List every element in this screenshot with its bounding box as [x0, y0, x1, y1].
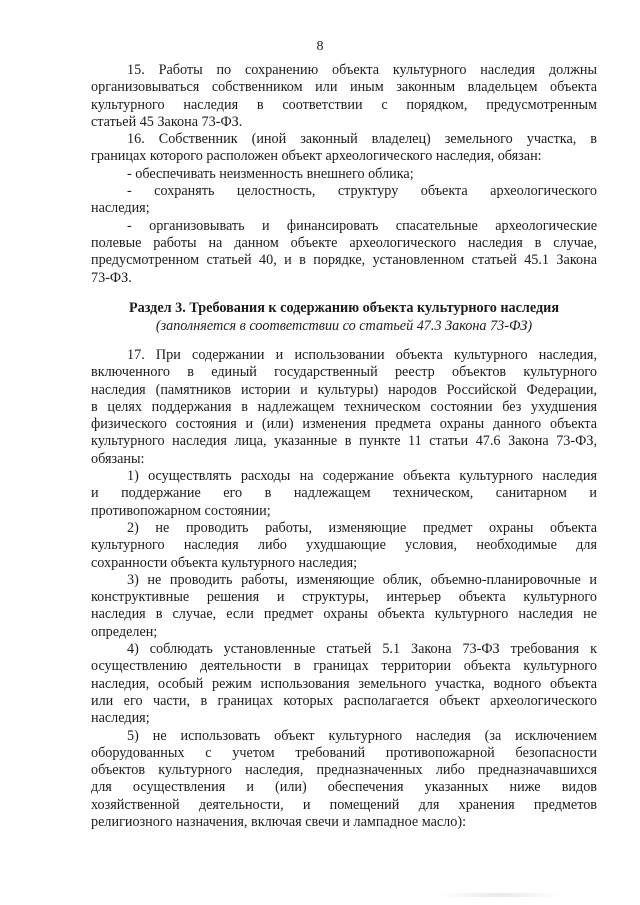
text-line: организовываться собственником или иным законным владельцем объекта — [91, 79, 597, 96]
text-line: наследия, особый режим использования земельного участка, водного объекта — [91, 675, 597, 692]
paragraphs-15-16 — [91, 62, 597, 287]
text-line: статьей 45 Закона 73-ФЗ. — [91, 113, 243, 130]
text-line: 16. Собственник (иной законный владелец) земельного участка, в — [127, 131, 597, 148]
text-line: наследия; — [91, 710, 150, 727]
text-line: культурного наследия лица, указанные в пункте 11 статьи 47.6 Закона 73-ФЗ, — [91, 433, 597, 450]
text-line: религиозного назначения, включая свечи и лампадное масло): — [91, 814, 467, 831]
text-line: 4) соблюдать установленные статьей 5.1 Закона 73-ФЗ требования к — [127, 641, 597, 658]
text-line: наследия в случае, если предмет охраны объекта культурного наследия не — [91, 606, 597, 623]
text-line: - сохранять целостность, структуру объекта археологического — [127, 183, 597, 200]
text-line: физического состояния и (или) изменения предмета охраны данного объекта — [91, 416, 597, 433]
text-line: хозяйственной деятельности, и помещений для хранения предметов — [91, 796, 597, 813]
text-line: обязаны: — [91, 450, 145, 467]
text-line: объектов культурного наследия, предназначенных либо предназначавшихся — [91, 762, 597, 779]
text-line: противопожарном состоянии; — [91, 502, 271, 519]
text-line: 15. Работы по сохранению объекта культурного наследия должны — [127, 62, 597, 78]
text-line: - организовывать и финансировать спасательные археологические — [127, 217, 597, 234]
text-line: - обеспечивать неизменность внешнего облика; — [127, 165, 414, 182]
text-line: конструктивные решения и структуры, интерьер объекта культурного — [91, 589, 597, 606]
text-line: и поддержание его в надлежащем техническом, санитарном и — [91, 485, 597, 502]
text-line: или его части, в границах которых располагается объект археологического — [91, 692, 597, 709]
scan-artifact — [440, 893, 560, 897]
section-subtitle: (заполняется в соответствии со статьей 47.3 Закона 73-ФЗ) — [155, 318, 533, 334]
text-line: 3) не проводить работы, изменяющие облик, объемно-планировочные и — [127, 571, 597, 588]
text-line: полевые работы на данном объекте археологического наследия в случае, — [91, 234, 597, 251]
text-line: осуществлению деятельности в границах территории объекта культурного — [91, 658, 597, 675]
text-line: определен; — [91, 623, 158, 640]
text-line: предусмотренном статьей 40, и в порядке, установленном статьей 45.1 Закона — [91, 252, 597, 269]
text-line: 1) осуществлять расходы на содержание объекта культурного наследия — [127, 468, 597, 485]
text-line: 73-ФЗ. — [91, 269, 132, 286]
text-line: 17. При содержании и использовании объекта культурного наследия, — [127, 347, 597, 363]
text-line: для осуществления и (или) обеспечения указанных ниже видов — [91, 779, 597, 796]
text-line: оборудованных с учетом требований противопожарной безопасности — [91, 744, 597, 761]
text-line: культурного наследия либо ухудшающие условия, необходимые для — [91, 537, 597, 554]
paragraph-17 — [91, 347, 597, 831]
text-line: 5) не использовать объект культурного наследия (за исключением — [127, 727, 597, 744]
text-line: культурного наследия в соответствии с порядком, предусмотренным — [91, 96, 597, 113]
page-number: 8 — [316, 39, 324, 54]
section-title: Раздел 3. Требования к содержанию объекта культурного наследия — [128, 300, 560, 316]
text-line: сохранности объекта культурного наследия; — [91, 554, 358, 571]
text-line: 2) не проводить работы, изменяющие предмет охраны объекта — [127, 519, 597, 536]
text-line: границах которого расположен объект археологического наследия, обязан: — [91, 148, 542, 165]
text-line: наследия; — [91, 200, 150, 217]
text-line: включенного в единый государственный реестр объектов культурного — [91, 364, 597, 381]
text-line: наследия (памятников истории и культуры) народов Российской Федерации, — [91, 381, 597, 398]
text-line: в целях поддержания в надлежащем техническом состоянии без ухудшения — [91, 398, 597, 415]
